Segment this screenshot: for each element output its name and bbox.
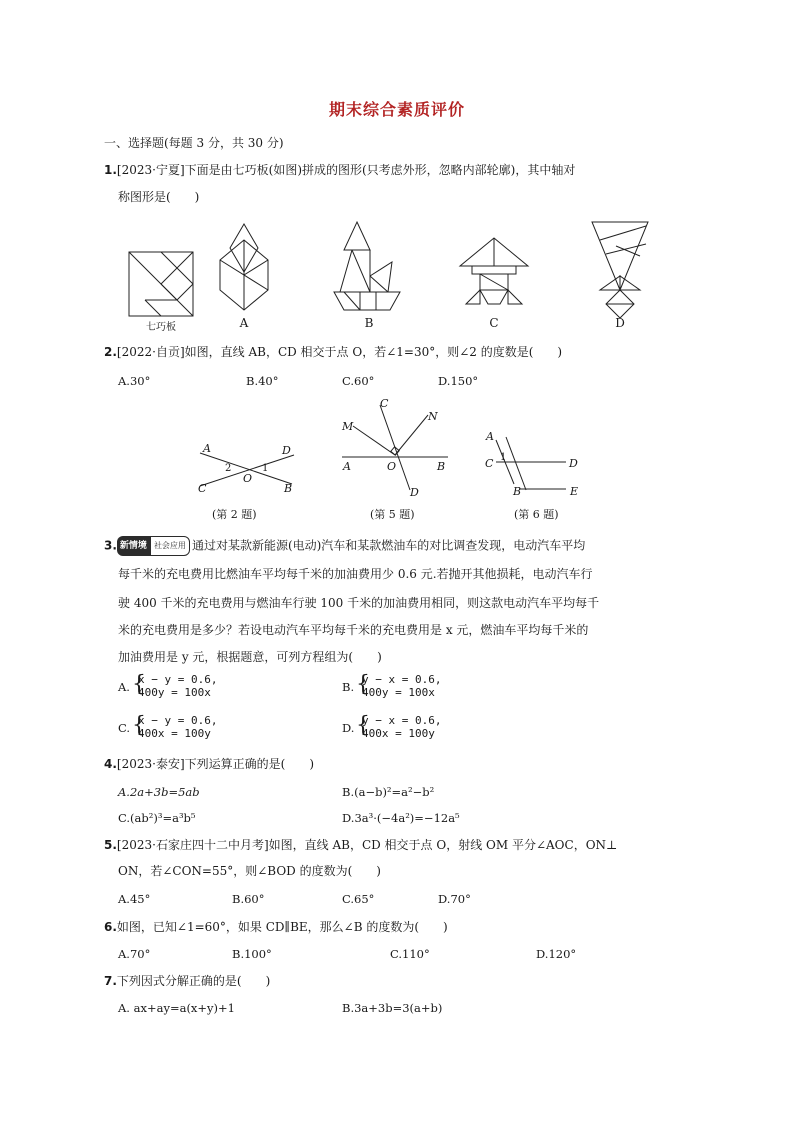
- option-b: B.3a+3b=3(a+b): [342, 1001, 443, 1015]
- label-c: C: [485, 457, 494, 470]
- figure-label-a: A: [239, 316, 249, 330]
- option-a: A.2a+3b=5ab: [118, 785, 200, 799]
- label-d: D: [282, 444, 291, 457]
- label-o: O: [243, 472, 253, 485]
- page-title: 期末综合素质评价: [328, 100, 465, 119]
- question-3-line-2: 每千米的充电费用比燃油车平均每千米的加油费用少 0.6 元.若抛开其他损耗，电动汽车行: [118, 567, 593, 581]
- question-text: [2023·石家庄四十二中月考]如图，直线 AB，CD 相交于点 O，射线 OM 平分∠AOC，ON⊥: [116, 838, 618, 852]
- option-a: A.30°: [118, 374, 151, 388]
- angle-1-label: 1: [262, 463, 269, 474]
- question-text: 下列因式分解正确的是( ): [116, 974, 271, 988]
- question-text: [2023·宁夏]下面是由七巧板(如图)拼成的图形(只考虑外形，忽略内部轮廓)，其中轴对: [116, 163, 576, 177]
- question-3-line-4: 米的充电费用是多少？若设电动汽车平均每千米的充电费用是 x 元，燃油车平均每千米的: [118, 623, 589, 637]
- label-c: C: [198, 482, 207, 495]
- label-m: M: [342, 420, 354, 433]
- option-c: C.60°: [342, 374, 375, 388]
- question-1-line-1: [104, 161, 575, 179]
- option-a: A.45°: [118, 892, 151, 906]
- label-o: O: [387, 460, 397, 473]
- option-b: B.: [342, 680, 355, 694]
- tangram-figure: [0, 210, 794, 350]
- question-number: 6.: [104, 920, 117, 934]
- option-d: D.70°: [438, 892, 471, 906]
- label-d: D: [569, 457, 578, 470]
- figure-caption-q6: (第 6 题): [514, 508, 559, 521]
- question-number: 7.: [104, 974, 117, 988]
- label-a: A: [203, 442, 211, 455]
- question-number: 5.: [104, 838, 117, 852]
- label-d: D: [410, 486, 419, 499]
- figure-caption-q5: (第 5 题): [370, 508, 415, 521]
- equation-system-d: { y − x = 0.6, 400x = 100y: [356, 713, 442, 740]
- question-3-line-5: 加油费用是 y 元，根据题意，可列方程组为( ): [118, 650, 382, 664]
- option-c: C.(ab²)³=a³b⁵: [118, 811, 196, 825]
- label-e: E: [570, 485, 579, 498]
- figure-caption-q2: (第 2 题): [212, 508, 257, 521]
- figure-label-c: C: [489, 316, 499, 330]
- option-d: D.150°: [438, 374, 479, 388]
- question-3-line-1: [104, 536, 585, 556]
- option-c: C.65°: [342, 892, 375, 906]
- option-a: A.70°: [118, 947, 151, 961]
- angle-1-label: 1: [500, 452, 507, 463]
- option-b: B.(a−b)²=a²−b²: [342, 785, 435, 799]
- option-d: D.: [342, 721, 355, 735]
- label-n: N: [428, 410, 438, 423]
- option-c: C.: [118, 721, 131, 735]
- question-7-line-1: [104, 972, 270, 990]
- question-6-line-1: [104, 918, 448, 936]
- question-5-line-2: ON，若∠CON=55°，则∠BOD 的度数为( ): [118, 864, 381, 878]
- question-2-line-1: [104, 343, 562, 361]
- option-d: D.120°: [536, 947, 577, 961]
- context-badge: 新情境 社会应用: [117, 536, 190, 556]
- question-text: [2023·泰安]下列运算正确的是( ): [116, 757, 315, 771]
- question-text: [2022·自贡]如图，直线 AB，CD 相交于点 O，若∠1=30°，则∠2 的度数是( ): [116, 345, 563, 359]
- option-a: A.: [118, 680, 130, 694]
- label-b: B: [513, 485, 522, 498]
- option-b: B.100°: [232, 947, 272, 961]
- label-b: B: [437, 460, 446, 473]
- equation-system-b: { y − x = 0.6, 400y = 100x: [356, 672, 442, 699]
- option-a: A. ax+ay=a(x+y)+1: [118, 1001, 235, 1015]
- label-c: C: [380, 397, 389, 410]
- question-number: 4.: [104, 757, 117, 771]
- option-b: B.40°: [246, 374, 279, 388]
- option-b: B.60°: [232, 892, 265, 906]
- question-number: 3.: [104, 538, 117, 553]
- question-5-line-1: [104, 836, 617, 854]
- question-3-line-3: 驶 400 千米的充电费用与燃油车行驶 100 千米的加油费用相同，则这款电动汽车平均每千: [118, 596, 600, 610]
- equation-system-a: { x − y = 0.6, 400y = 100x: [132, 672, 218, 699]
- figure-label-tangram: 七巧板: [146, 322, 176, 333]
- figure-label-b: B: [364, 316, 374, 330]
- label-b: B: [284, 482, 293, 495]
- question-number: 2.: [104, 345, 117, 359]
- label-a: A: [343, 460, 351, 473]
- question-1-line-2: 称图形是( ): [118, 190, 200, 204]
- question-number: 1.: [104, 163, 117, 177]
- question-text: 如图，已知∠1=60°，如果 CD∥BE，那么∠B 的度数为( ): [116, 920, 448, 934]
- figure-label-d: D: [615, 316, 625, 330]
- question-4-line-1: [104, 755, 314, 773]
- angle-2-label: 2: [225, 463, 232, 474]
- geometry-figures: [0, 395, 794, 505]
- option-c: C.110°: [390, 947, 430, 961]
- label-a: A: [486, 430, 494, 443]
- section-heading: 一、选择题(每题 3 分，共 30 分): [104, 136, 284, 150]
- equation-system-c: { x − y = 0.6, 400x = 100y: [132, 713, 218, 740]
- option-d: D.3a³·(−4a²)=−12a⁵: [342, 811, 460, 825]
- question-text: 通过对某款新能源(电动)汽车和某款燃油车的对比调查发现，电动汽车平均: [191, 538, 586, 553]
